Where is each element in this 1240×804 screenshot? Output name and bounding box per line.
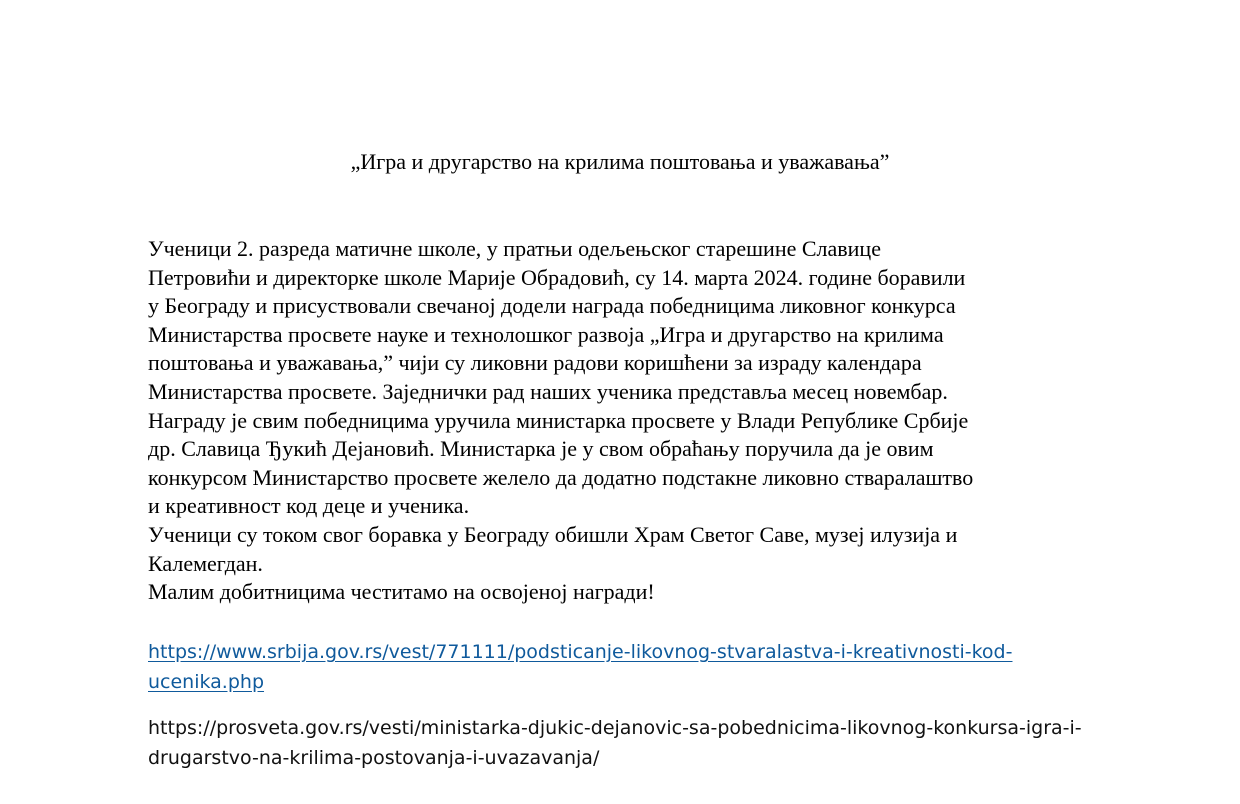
paragraph-line: Министарства просвете науке и технолошког развоја „Игра и другарство на крилима [148, 321, 944, 347]
srbija-gov-link-block [148, 637, 1108, 697]
prosveta-url-text-block [148, 713, 1108, 773]
srbija-gov-link[interactable]: https://www.srbija.gov.rs/vest/771111/podsticanje-likovnog-stvaralastva-i-kreativnosti-kod- [148, 641, 1013, 663]
paragraph-line: Министарства просвете. Заједнички рад наших ученика представља месец новембар. [148, 378, 948, 404]
paragraph-line: поштовања и уважавања,” чији су ликовни радови коришћени за израду календара [148, 350, 922, 376]
paragraph-line: Калемегдан. [148, 550, 263, 576]
body-paragraph [148, 235, 1108, 607]
paragraph-line: Петровићи и директорке школе Марије Обрадовић, су 14. марта 2024. године боравили [148, 264, 966, 290]
paragraph-line: Ученици су током свог боравка у Београду обишли Храм Светог Саве, музеј илузија и [148, 521, 958, 547]
paragraph-line: Малим добитницима честитамо на освојеној награди! [148, 579, 655, 605]
document-title: „Игра и другарство на крилима поштовања и уважавања” [350, 149, 890, 174]
paragraph-line: у Београду и присуствовали свечаној додели награда победницима ликовног конкурса [148, 293, 956, 319]
prosveta-url-text-continuation: drugarstvo-na-krilima-postovanja-i-uvazavanja/ [148, 747, 600, 769]
paragraph-line: Награду је свим победницима уручила министарка просвете у Влади Републике Србије [148, 407, 969, 433]
paragraph-line: др. Славица Ђукић Дејановић. Министарка је у свом обраћању поручила да је овим [148, 436, 934, 462]
paragraph-line: Ученици 2. разреда матичне школе, у пратњи одељењског старешине Славице [148, 236, 881, 261]
prosveta-url-text: https://prosveta.gov.rs/vesti/ministarka-djukic-dejanovic-sa-pobednicima-likovnog-konkursa-igra-i- [148, 717, 1082, 739]
paragraph-line: конкурсом Министарство просвете желело да додатно подстакне ликовно стваралаштво [148, 464, 974, 490]
paragraph-line: и креативност код деце и ученика. [148, 493, 470, 519]
srbija-gov-link-continuation[interactable]: ucenika.php [148, 671, 265, 693]
